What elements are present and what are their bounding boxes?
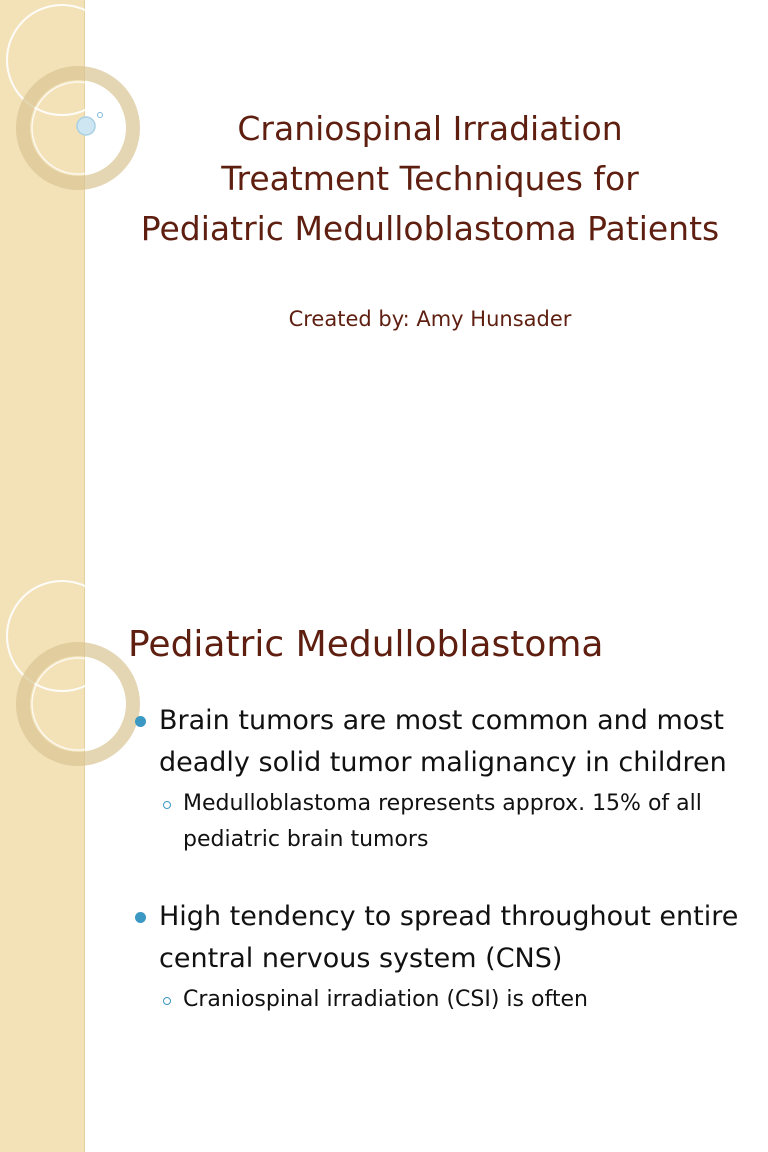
author-line: Created by: Amy Hunsader — [288, 307, 572, 331]
spacer — [132, 858, 752, 896]
title-line-2: Treatment Techniques for — [221, 159, 639, 198]
sub-bullet-list — [159, 982, 752, 1018]
bubble-icon — [77, 117, 95, 135]
bullet-dot-icon — [135, 912, 146, 923]
sub-bullet-ring-icon — [163, 801, 171, 809]
sub-bullet-text: Craniospinal irradiation (CSI) is often — [183, 987, 588, 1012]
sub-bullet-list — [159, 786, 752, 858]
sub-bullet-item — [159, 786, 752, 858]
sub-bullet-item — [159, 982, 752, 1018]
slide-heading: Pediatric Medulloblastoma — [128, 624, 604, 665]
content-slide — [0, 576, 768, 1152]
title-line-3: Pediatric Medulloblastoma Patients — [140, 209, 720, 248]
decorative-swirl — [0, 576, 140, 796]
sub-bullet-text: Medulloblastoma represents approx. 15% of all pediatric brain tumors — [183, 791, 702, 852]
slide-title — [110, 104, 750, 254]
bullet-text: High tendency to spread throughout entire central nervous system (CNS) — [159, 901, 739, 974]
title-line-1: Craniospinal Irradiation — [237, 109, 623, 148]
bullet-list — [132, 700, 752, 1018]
sub-bullet-ring-icon — [163, 997, 171, 1005]
bullet-item — [132, 700, 752, 858]
bullet-dot-icon — [135, 716, 146, 727]
bullet-text: Brain tumors are most common and most deadly solid tumor malignancy in children — [159, 705, 727, 778]
bullet-item — [132, 896, 752, 1018]
